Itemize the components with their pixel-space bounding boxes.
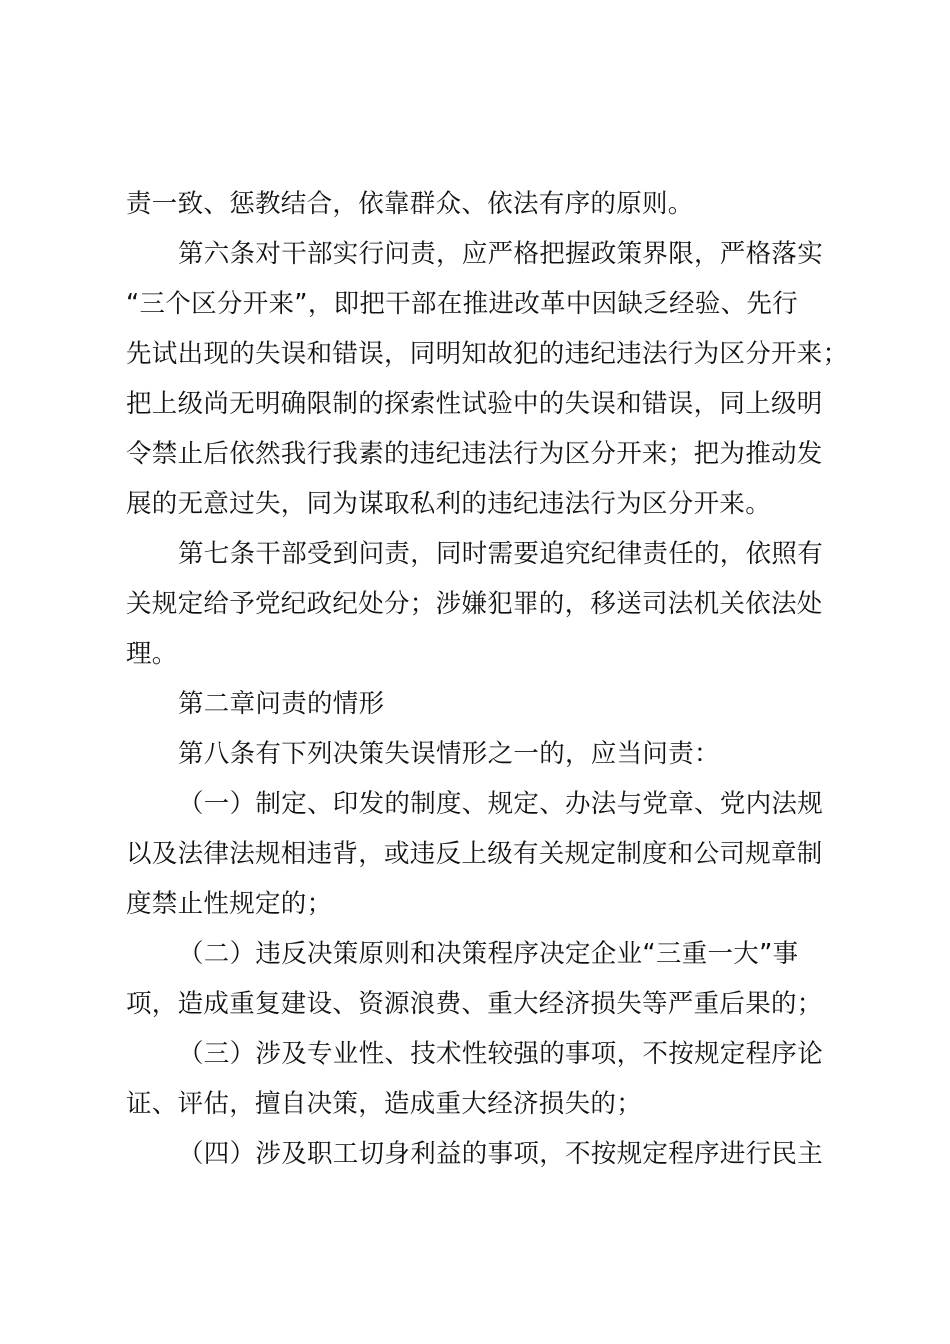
text-line: 理。: [126, 639, 178, 669]
text-line: 第六条对干部实行问责，应严格把握政策界限，严格落实: [178, 239, 824, 269]
text-line: 第七条干部受到问责，同时需要追究纪律责任的，依照有: [178, 539, 824, 569]
chapter-heading: 第二章问责的情形: [178, 689, 385, 719]
text-line: 责一致、惩教结合，依靠群众、依法有序的原则。: [126, 189, 694, 219]
text-line: 以及法律法规相违背，或违反上级有关规定制度和公司规章制: [126, 839, 823, 869]
text-line: 度禁止性规定的；: [126, 889, 333, 919]
text-line: （二）违反决策原则和决策程序决定企业“三重一大”事: [178, 939, 799, 969]
text-line: （四）涉及职工切身利益的事项，不按规定程序进行民主: [178, 1139, 824, 1169]
text-line: 把上级尚无明确限制的探索性试验中的失误和错误，同上级明: [126, 389, 823, 419]
text-line: （三）涉及专业性、技术性较强的事项，不按规定程序论: [178, 1039, 824, 1069]
text-line: 令禁止后依然我行我素的违纪违法行为区分开来；把为推动发: [126, 439, 823, 469]
text-line: 关规定给予党纪政纪处分；涉嫌犯罪的，移送司法机关依法处: [126, 589, 823, 619]
text-line: “三个区分开来”，即把干部在推进改革中因缺乏经验、先行: [126, 289, 799, 319]
text-line: 项，造成重复建设、资源浪费、重大经济损失等严重后果的；: [126, 989, 823, 1019]
text-line: （一）制定、印发的制度、规定、办法与党章、党内法规: [178, 789, 824, 819]
text-line: 第八条有下列决策失误情形之一的，应当问责：: [178, 739, 720, 769]
text-line: 展的无意过失，同为谋取私利的违纪违法行为区分开来。: [126, 489, 772, 519]
text-line: 先试出现的失误和错误，同明知故犯的违纪违法行为区分开来；: [126, 339, 849, 369]
text-line: 证、评估，擅自决策，造成重大经济损失的；: [126, 1089, 643, 1119]
